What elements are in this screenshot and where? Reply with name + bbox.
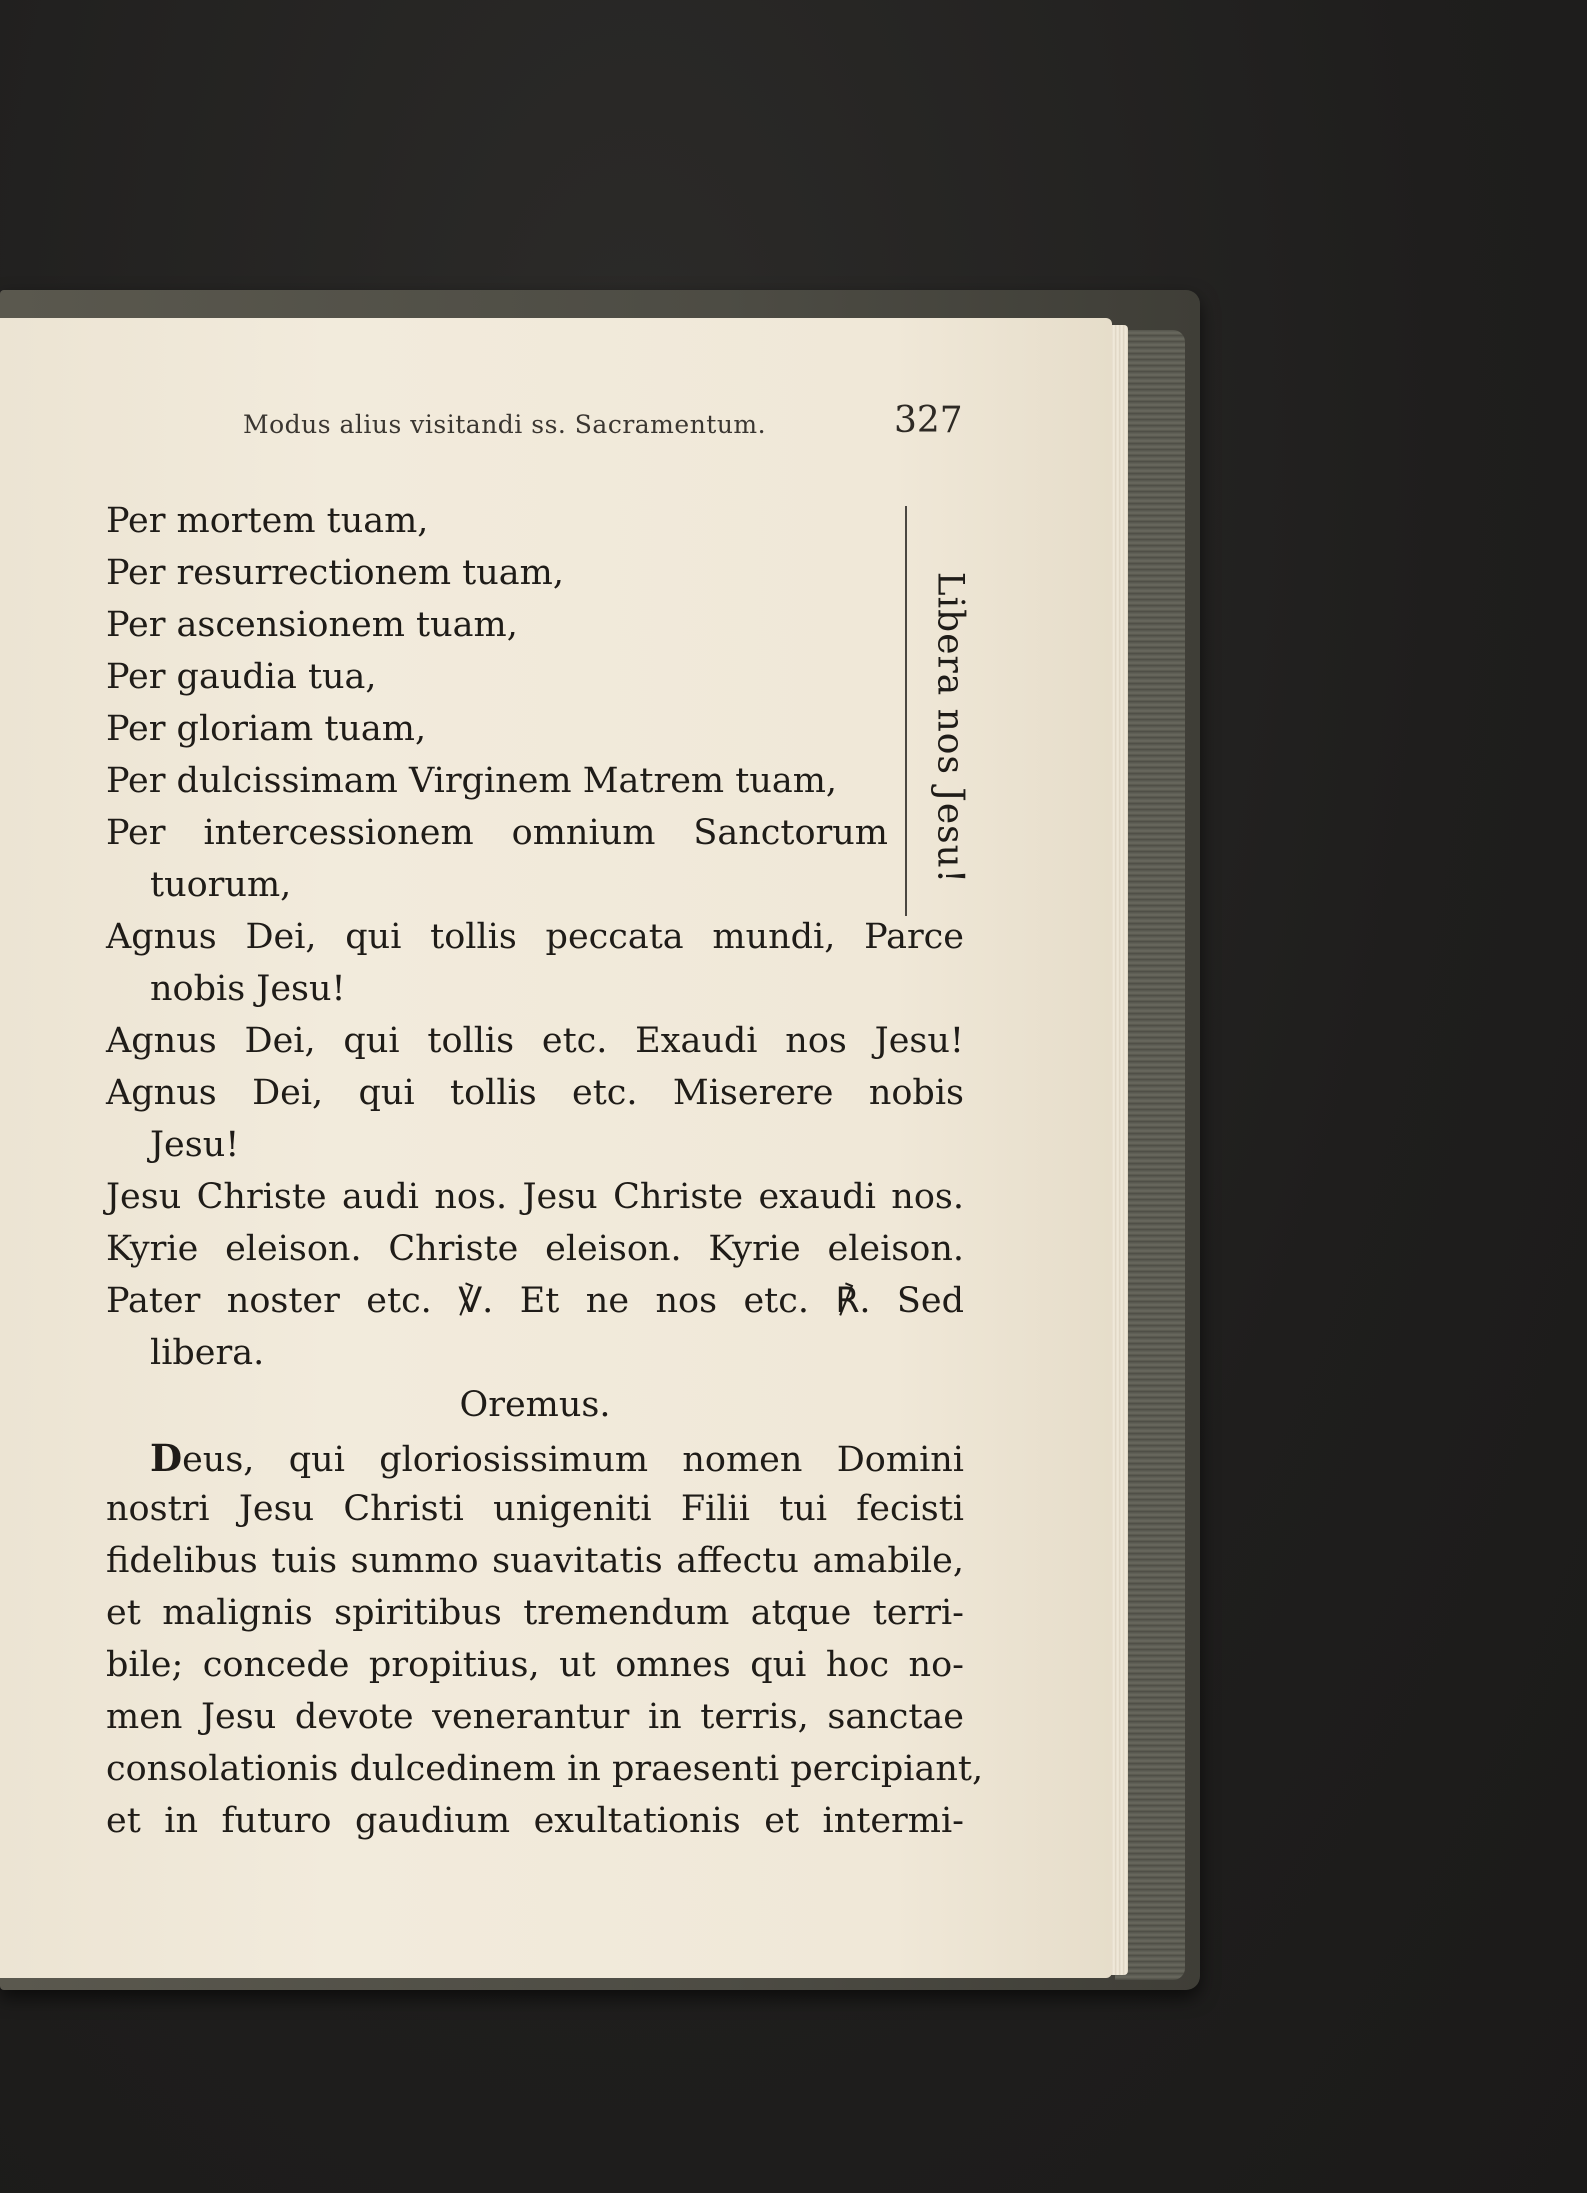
text-line: Per gaudia tua,: [106, 657, 377, 697]
text-line: Jesu!: [150, 1125, 240, 1165]
prayer-line: et in futuro gaudium exultationis et intermi-: [106, 1801, 964, 1841]
page-content: [0, 318, 1112, 1978]
side-refrain-text: Libera nos Jesu!: [929, 571, 971, 885]
prayer-line: et malignis spiritibus tremendum atque terri-: [106, 1593, 964, 1633]
text-line: Agnus Dei, qui tollis etc. Miserere nobis: [106, 1073, 964, 1113]
text-line: tuorum,: [150, 865, 292, 905]
text-line: nobis Jesu!: [150, 969, 346, 1009]
prayer-first-line: [150, 1436, 964, 1480]
text-line: libera.: [150, 1333, 265, 1373]
text-line: Per mortem tuam,: [106, 501, 429, 541]
running-title: Modus alius visitandi ss. Sacramentum.: [243, 410, 767, 439]
text-line: Kyrie eleison. Christe eleison. Kyrie eleison.: [106, 1229, 964, 1269]
text-line: Per ascensionem tuam,: [106, 605, 518, 645]
text-line: Agnus Dei, qui tollis peccata mundi, Parce: [106, 917, 964, 957]
drop-initial: D: [150, 1436, 183, 1480]
text-line: Per dulcissimam Virginem Matrem tuam,: [106, 761, 838, 801]
text-line: Per resurrectionem tuam,: [106, 553, 564, 593]
refrain-bracket: [905, 506, 907, 916]
prayer-line: fidelibus tuis summo suavitatis affectu amabile,: [106, 1541, 964, 1581]
text-line: Per gloriam tuam,: [106, 709, 427, 749]
prayer-line: consolationis dulcedinem in praesenti percipiant,: [106, 1749, 984, 1789]
page-number: 327: [894, 400, 963, 441]
prayer-line-text: eus, qui gloriosissimum nomen Domini: [182, 1440, 964, 1480]
side-refrain: [920, 538, 980, 918]
prayer-line: bile; concede propitius, ut omnes qui hoc no-: [106, 1645, 964, 1685]
text-line: Agnus Dei, qui tollis etc. Exaudi nos Jesu!: [106, 1021, 964, 1061]
text-line: Jesu Christe audi nos. Jesu Christe exaudi nos.: [106, 1177, 964, 1217]
prayer-line: men Jesu devote venerantur in terris, sanctae: [106, 1697, 964, 1737]
text-line: Pater noster etc. ℣. Et ne nos etc. ℟. Sed: [106, 1281, 964, 1321]
prayer-heading: Oremus.: [459, 1385, 611, 1425]
prayer-line: nostri Jesu Christi unigeniti Filii tui fecisti: [106, 1489, 964, 1529]
text-line: Per intercessionem omnium Sanctorum: [106, 813, 888, 853]
book-page: [0, 318, 1112, 1978]
